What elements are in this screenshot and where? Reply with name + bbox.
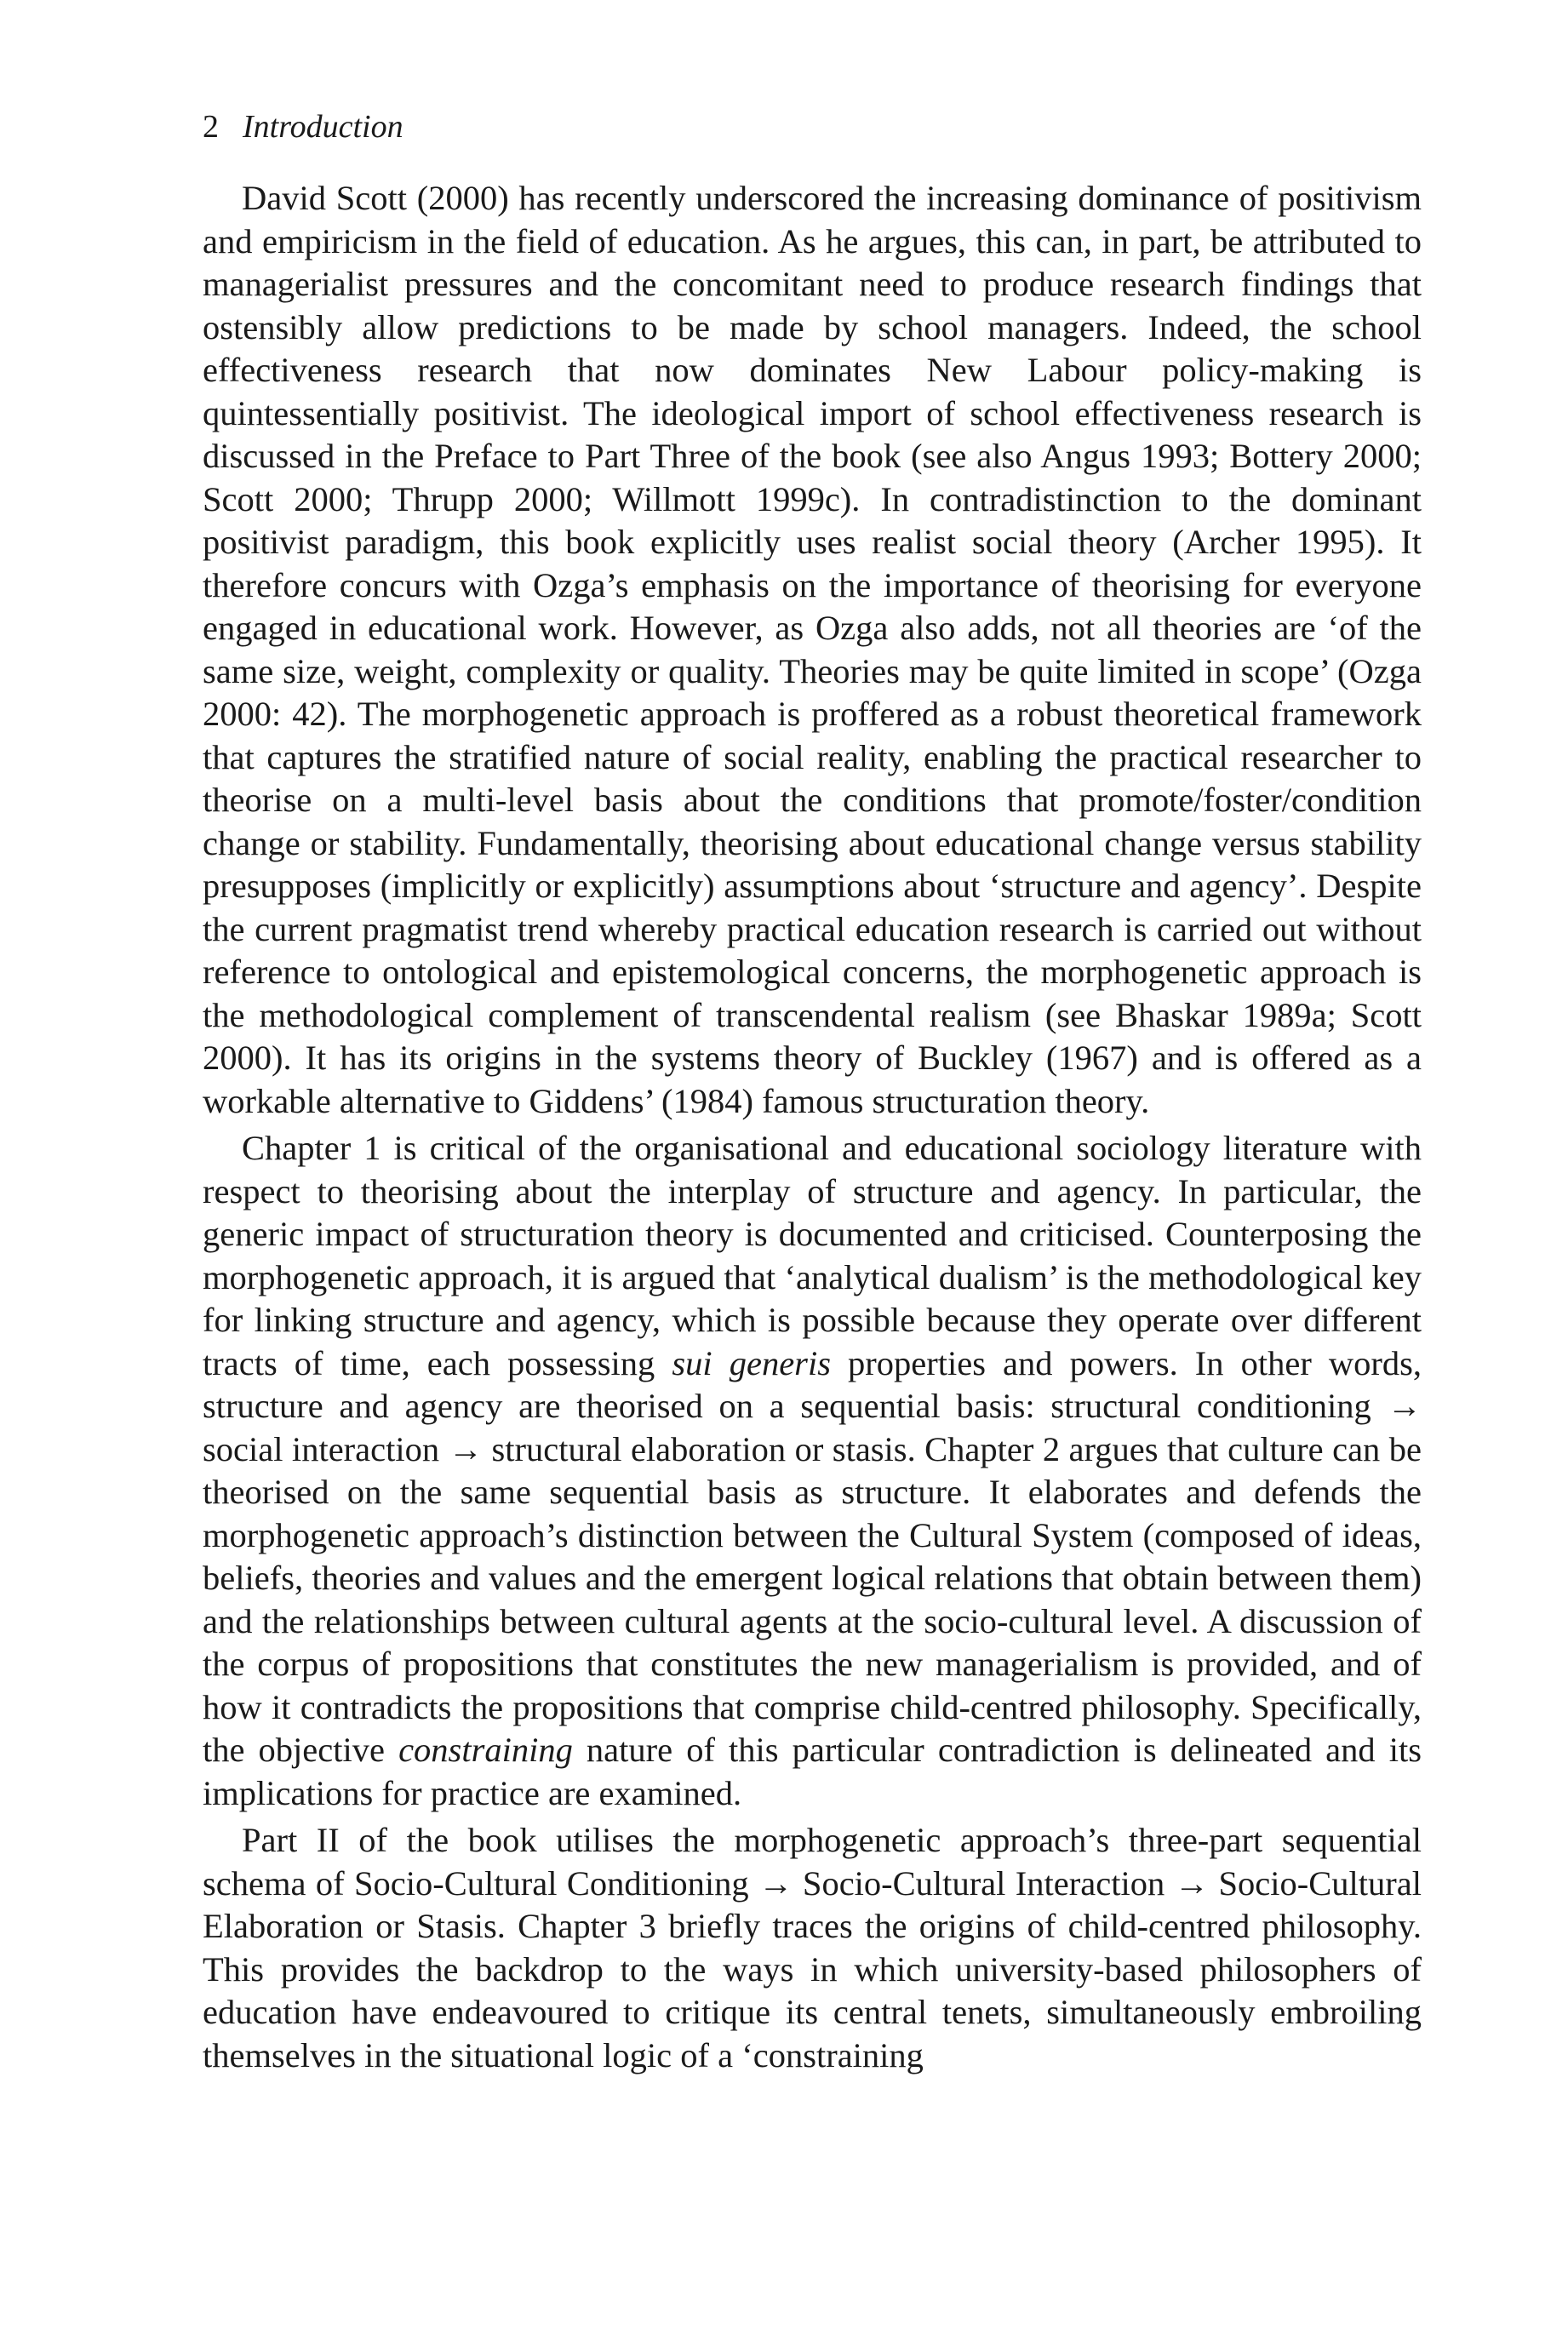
paragraph-text: David Scott (2000) has recently underscored the increasing dominance of positivism and empiricism in the field of education. As he argues, this can, in part, be attributed to managerialist pressures and the concomitant need to produce research findings that ostensibly allow predictions to be made by school managers. Indeed, the school effectiveness research that now dominates New Labour policy-making is quintessentially positivist. The ideological import of school effectiveness research is discussed in the Preface to Part Three of the book (see also Angus 1993; Bottery 2000; Scott 2000; Thrupp 2000; Willmott 1999c). In contradistinction to the dominant positivist paradigm, this book explicitly uses realist social theory (Archer 1995). It therefore concurs with Ozga’s emphasis on the importance of theorising for everyone engaged in educational work. However, as Ozga also adds, not all theories are ‘of the same size, weight, complexity or quality. Theories may be quite limited in scope’ (Ozga 2000: 42). The morphogenetic approach is proffered as a robust theoretical framework that captures the stratified nature of social reality, enabling the practical researcher to theorise on a multi-level basis about the conditions that promote/foster/condition change or stability. Fundamentally, theorising about educational change versus stability presupposes (implicitly or explicitly) assumptions about ‘structure and agency’. Despite the current pragmatist trend whereby practical education research is carried out without reference to ontological and epistemological concerns, the morphogenetic approach is the methodological complement of transcendental realism (see Bhaskar 1989a; Scott 2000). It has its origins in the systems theory of Buckley (1967) and is offered as a workable alternative to Giddens’ (1984) famous structuration theory. bbox=[203, 179, 1422, 1120]
section-title: Introduction bbox=[243, 109, 403, 145]
paragraph-text: Chapter 1 is critical of the organisational and educational sociology literature with respect to theorising about the interplay of structure and agency. In particular, the generic impact of structuration theory is documented and criticised. Counterposing the morphogenetic approach, it is argued that ‘analytical dualism’ is the methodological key for linking structure and agency, which is possible because they operate over different tracts of time, each possessing bbox=[203, 1129, 1422, 1382]
paragraph bbox=[203, 1819, 1422, 2077]
italic-phrase: sui generis bbox=[672, 1343, 831, 1382]
running-head bbox=[203, 106, 403, 148]
paragraph-text: Part II of the book utilises the morphogenetic approach’s three-part sequential schema of Socio-Cultural Conditioning → Socio-Cultural Interaction → Socio-Cultural Elaboration or Stasis. Chapter 3 briefly traces the origins of child-centred philosophy. This provides the backdrop to the ways in which university-based philosophers of education have endeavoured to critique its central tenets, simultaneously embroiling themselves in the situational logic of a ‘constraining bbox=[203, 1821, 1422, 2074]
body-text bbox=[203, 177, 1422, 2077]
paragraph-text: properties and powers. In other words, structure and agency are theorised on a sequential basis: structural conditioning → social interaction → structural elaboration or stasis. Chapter 2 argues that culture can be theorised on the same sequential basis as structure. It elaborates and defends the morphogenetic approach’s distinction between the Cultural System (composed of ideas, beliefs, theories and values and the emergent logical relations that obtain between them) and the relationships between cultural agents at the socio-cultural level. A discussion of the corpus of propositions that constitutes the new managerialism is provided, and of how it contradicts the propositions that comprise child-centred philosophy. Specifically, the objective bbox=[203, 1343, 1422, 1769]
paragraph-text: nature of this particular contradiction is delineated and its implications for practice are examined. bbox=[203, 1731, 1422, 1812]
page-number: 2 bbox=[203, 109, 219, 145]
paragraph bbox=[203, 1127, 1422, 1815]
paragraph bbox=[203, 177, 1422, 1123]
italic-phrase: constraining bbox=[398, 1731, 573, 1769]
